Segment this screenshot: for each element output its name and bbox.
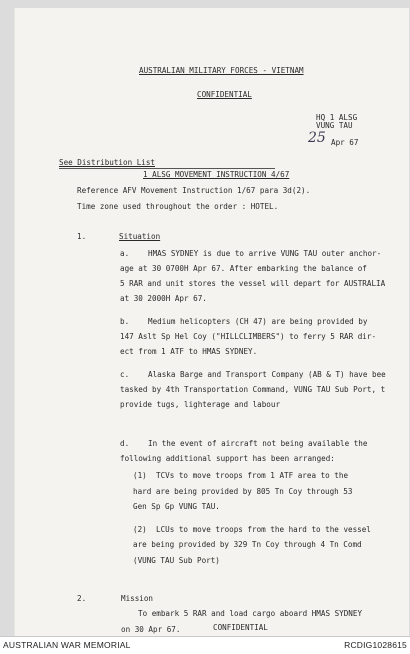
para-c-line-1: Alaska Barge and Transport Company (AB & T) have bee xyxy=(148,370,386,379)
section-2-number: 2. xyxy=(77,594,87,603)
classification-bottom: CONFIDENTIAL xyxy=(213,623,268,632)
section-1-title: Situation xyxy=(119,232,161,241)
location-label: VUNG TAU xyxy=(316,121,353,130)
para-b-line-2: 147 Aslt Sp Hel Coy ("HILLCLIMBERS") to ferry 5 RAR dir- xyxy=(120,332,377,341)
para-c-line-3: provide tugs, lighterage and labour xyxy=(120,400,281,409)
para-a-line-2: age at 30 0700H Apr 67. After embarking the balance of xyxy=(120,264,367,273)
hq-label: HQ 1 ALSG xyxy=(316,113,358,122)
para-d-line-2: following additional support has been arranged: xyxy=(120,454,335,463)
sub-2-line-3: (VUNG TAU Sub Port) xyxy=(133,556,220,565)
para-a-label: a. xyxy=(120,249,130,258)
sub-2-line-2: are being provided by 329 Tn Coy through 4 Tn Comd xyxy=(133,540,362,549)
date-label: Apr 67 xyxy=(331,138,359,147)
para-b-line-1: Medium helicopters (CH 47) are being provided by xyxy=(148,317,368,326)
para-b-line-3: ect from 1 ATF to HMAS SYDNEY. xyxy=(120,347,258,356)
document-page xyxy=(14,8,409,636)
sub-2-line-1: LCUs to move troops from the hard to the vessel xyxy=(156,525,371,534)
instruction-title: 1 ALSG MOVEMENT INSTRUCTION 4/67 xyxy=(143,170,290,179)
document-title: AUSTRALIAN MILITARY FORCES - VIETNAM xyxy=(139,66,304,75)
sub-1-line-2: hard are being provided by 805 Tn Coy through 53 xyxy=(133,487,353,496)
distribution-line: See Distribution List xyxy=(59,158,156,167)
para-d-label: d. xyxy=(120,439,130,448)
para-d-line-1: In the event of aircraft not being available the xyxy=(148,439,368,448)
timezone-line: Time zone used throughout the order : HOTEL. xyxy=(77,202,279,211)
para-c-label: c. xyxy=(120,370,130,379)
sub-1-label: (1) xyxy=(133,471,147,480)
header-rule xyxy=(59,168,275,169)
para-a-line-4: at 30 2000H Apr 67. xyxy=(120,294,207,303)
para-c-line-2: tasked by 4th Transportation Command, VUNG TAU Sub Port, t xyxy=(120,385,386,394)
classification-top: CONFIDENTIAL xyxy=(197,90,252,99)
footer-source: AUSTRALIAN WAR MEMORIAL xyxy=(3,640,131,650)
sub-1-line-1: TCVs to move troops from 1 ATF area to the xyxy=(156,471,349,480)
section-2-title: Mission xyxy=(121,594,154,603)
mission-line-2: on 30 Apr 67. xyxy=(121,625,181,634)
para-b-label: b. xyxy=(120,317,130,326)
handwritten-date: 25 xyxy=(308,130,326,146)
para-a-line-3: 5 RAR and unit stores the vessel will depart for AUSTRALIA xyxy=(120,279,386,288)
archive-footer xyxy=(0,636,410,654)
mission-line-1: To embark 5 RAR and load cargo aboard HMAS SYDNEY xyxy=(138,609,363,618)
sub-2-label: (2) xyxy=(133,525,147,534)
para-a-line-1: HMAS SYDNEY is due to arrive VUNG TAU outer anchor- xyxy=(148,249,382,258)
reference-line: Reference AFV Movement Instruction 1/67 para 3d(2). xyxy=(77,186,311,195)
sub-1-line-3: Gen Sp Gp VUNG TAU. xyxy=(133,502,220,511)
footer-record-id: RCDIG1028615 xyxy=(344,640,407,650)
section-1-number: 1. xyxy=(77,232,87,241)
